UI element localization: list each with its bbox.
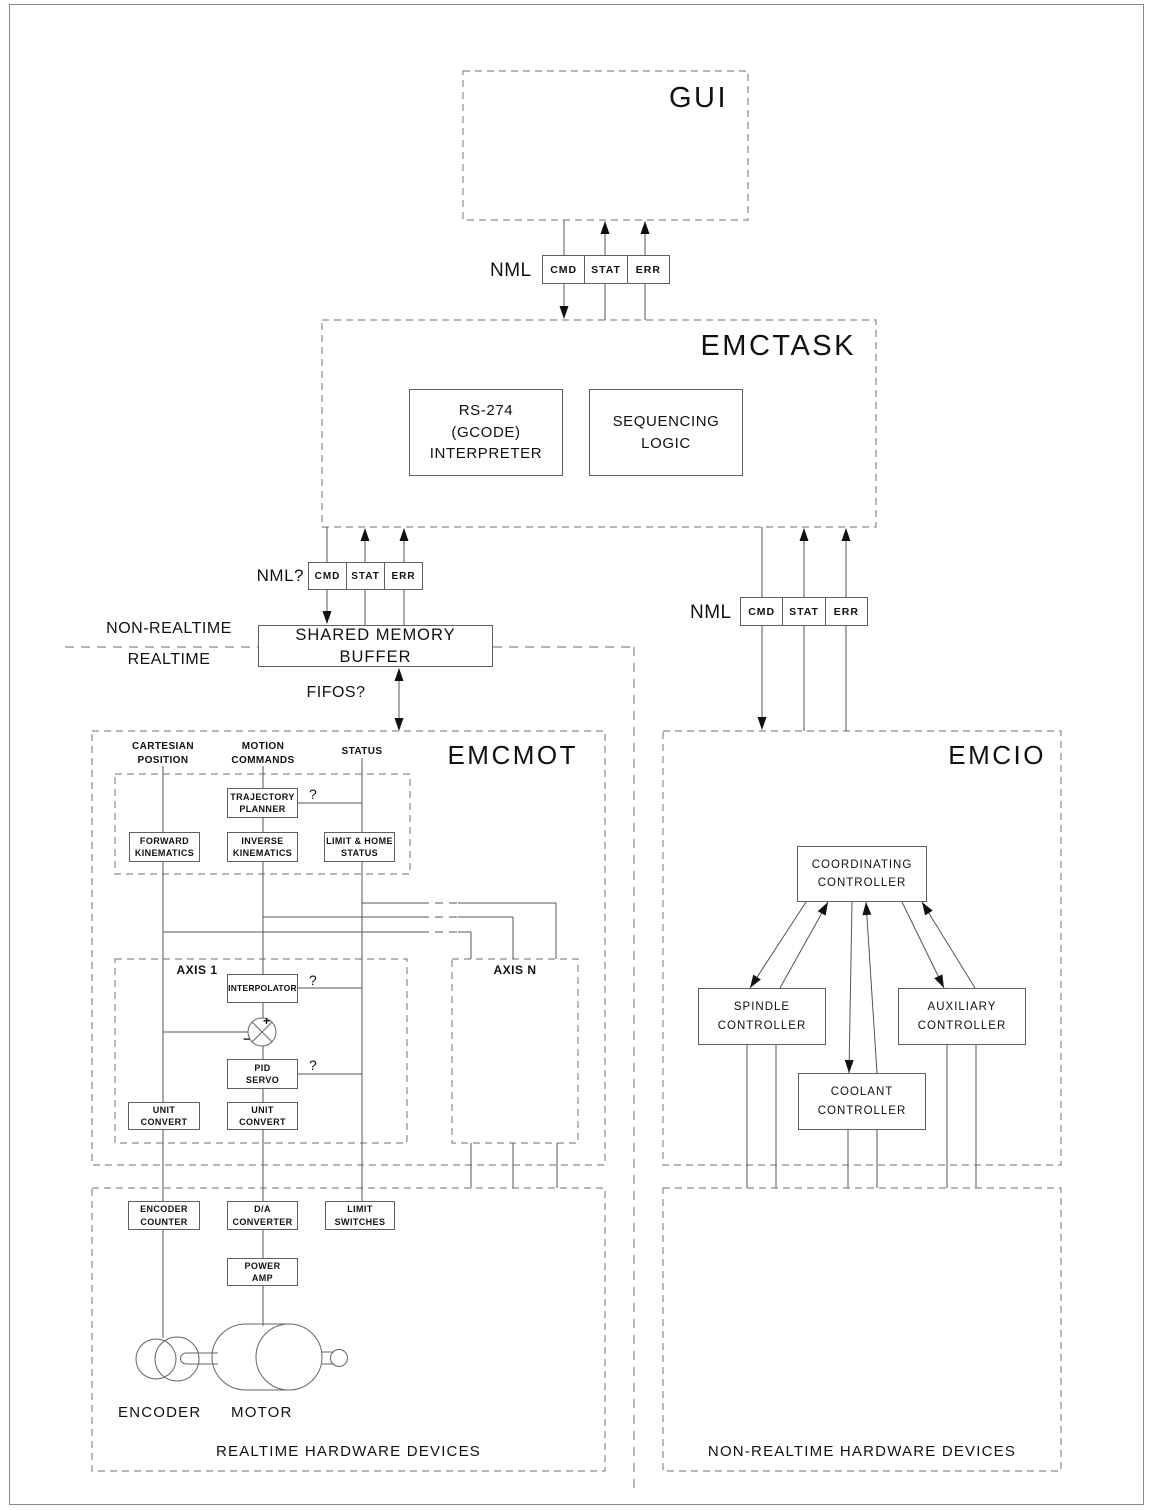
nml-left-strip (308, 562, 423, 590)
nml-left-err: ERR (384, 563, 422, 589)
emcio-title: EMCIO (948, 740, 1046, 770)
nml-right-cmd: CMD (748, 605, 776, 618)
power-amp-box: POWER AMP (227, 1258, 298, 1286)
limit-switches-box: LIMIT SWITCHES (325, 1201, 395, 1230)
arrow-into-coolant (845, 1060, 854, 1073)
trajectory-planner-box: TRAJECTORY PLANNER (227, 788, 298, 818)
emcmot-title: EMCMOT (447, 740, 578, 770)
arrow-fifos-up (395, 668, 404, 681)
realtime-divider-line (65, 647, 634, 1488)
nml-top-strip (542, 255, 670, 284)
status-heading: STATUS (341, 746, 383, 757)
arrow-fifos-down (395, 718, 404, 731)
nml-left-label: NML? (256, 566, 304, 585)
unit-convert-output-box: UNIT CONVERT (227, 1102, 298, 1130)
nml-left-stat: STAT (346, 563, 384, 589)
axis1-label: AXIS 1 (176, 963, 218, 977)
arrow-err-into-emctask (400, 528, 409, 541)
nonrealtime-hw-title: NON-REALTIME HARDWARE DEVICES (707, 1443, 1017, 1460)
gui-title: GUI (668, 82, 728, 114)
fifos-label: FIFOS? (306, 684, 366, 701)
nonrealtime-hw-box (663, 1188, 1061, 1471)
gcode-interpreter-box: RS-274 (GCODE) INTERPRETER (409, 389, 563, 476)
axis-n-label: AXIS N (493, 963, 537, 977)
encoder-label: ENCODER (118, 1404, 202, 1421)
nml-right-stat: STAT (782, 598, 824, 625)
arrow-err-into-gui (641, 221, 650, 234)
arrow-spindle-into-coordinator (818, 900, 832, 916)
da-converter-box: D/A CONVERTER (227, 1201, 298, 1230)
nml-top-label: NML (490, 260, 532, 281)
non-realtime-label: NON-REALTIME (106, 620, 232, 637)
arrow-cmd-into-buffer (323, 611, 332, 624)
inverse-kinematics-box: INVERSE KINEMATICS (227, 832, 298, 862)
axis-n-box (452, 959, 578, 1143)
nml-right-label: NML (690, 602, 732, 623)
emctask-title: EMCTASK (700, 330, 856, 362)
auxiliary-controller-box: AUXILIARY CONTROLLER (898, 988, 1026, 1045)
realtime-hw-title: REALTIME HARDWARE DEVICES (215, 1443, 482, 1460)
nml-right-err: ERR (825, 598, 867, 625)
realtime-label: REALTIME (127, 651, 211, 668)
motion-commands-heading: MOTION COMMANDS (231, 741, 295, 766)
realtime-hw-box (92, 1188, 605, 1471)
emcio-controller-links (747, 902, 976, 1188)
arrow-cmd-into-emctask (560, 306, 569, 319)
arrow-stat-into-emctask (361, 528, 370, 541)
encoder-drawing (136, 1337, 218, 1381)
interpolator-box: INTERPOLATOR (227, 974, 298, 1003)
summing-plus-sign: + (263, 1014, 271, 1028)
nml-left-cmd: CMD (314, 570, 341, 582)
emcmot-box (92, 731, 605, 1165)
coordinating-controller-box: COORDINATING CONTROLLER (797, 846, 927, 902)
nml-top-stat: STAT (584, 256, 626, 283)
motor-drawing (212, 1324, 348, 1390)
limit-home-status-box: LIMIT & HOME STATUS (324, 832, 395, 862)
interpolator-question-mark: ? (309, 972, 317, 988)
arrow-cmd-into-emcio (758, 717, 767, 730)
nml-top-cmd: CMD (550, 263, 578, 276)
arrow-stat-emcio-into-emctask (800, 528, 809, 541)
sequencing-logic-box: SEQUENCING LOGIC (589, 389, 743, 476)
arrow-stat-into-gui (601, 221, 610, 234)
summing-minus-sign: − (243, 1032, 251, 1046)
cartesian-position-heading: CARTESIAN POSITION (132, 741, 194, 766)
forward-kinematics-box: FORWARD KINEMATICS (129, 832, 200, 862)
unit-convert-feedback-box: UNIT CONVERT (128, 1102, 200, 1130)
shared-memory-buffer-box: SHARED MEMORY BUFFER (258, 625, 493, 667)
pid-question-mark: ? (309, 1057, 317, 1073)
axis-n-routing-lines (163, 903, 557, 1188)
summing-junction (248, 1018, 276, 1046)
coolant-controller-box: COOLANT CONTROLLER (798, 1073, 926, 1130)
pid-servo-box: PID SERVO (227, 1059, 298, 1089)
arrow-coolant-into-coordinator (862, 902, 872, 916)
motor-label: MOTOR (231, 1404, 293, 1421)
trajectory-question-mark: ? (309, 786, 317, 802)
emctask-emcio-channels (762, 527, 846, 731)
nml-right-strip (740, 597, 868, 626)
nml-top-err: ERR (627, 256, 669, 283)
encoder-counter-box: ENCODER COUNTER (128, 1201, 200, 1230)
arrow-err-emcio-into-emctask (842, 528, 851, 541)
spindle-controller-box: SPINDLE CONTROLLER (698, 988, 826, 1045)
